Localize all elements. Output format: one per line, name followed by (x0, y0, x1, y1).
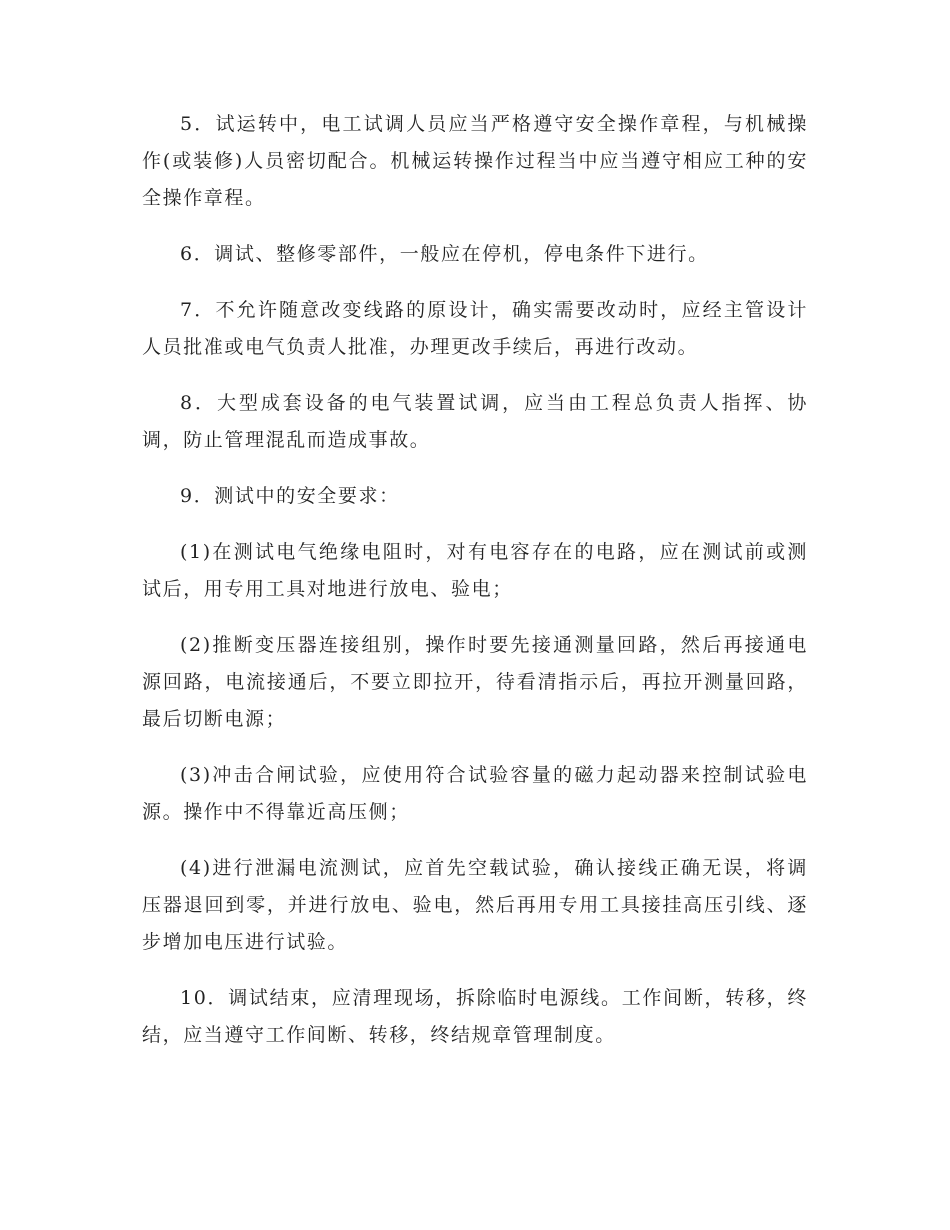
paragraph-item-6: 6．调试、整修零部件，一般应在停机，停电条件下进行。 (180, 243, 709, 265)
document-body (142, 106, 808, 1073)
paragraph-item-7: 7．不允许随意改变线路的原设计，确实需要改动时，应经主管设计人员批准或电气负责人批准，办理更改手续后，再进行改动。 (142, 299, 808, 358)
paragraph-item-9: 9．测试中的安全要求： (180, 485, 400, 507)
paragraph-subitem-3: (3)冲击合闸试验，应使用符合试验容量的磁力起动器来控制试验电源。操作中不得靠近高压侧； (142, 764, 808, 823)
paragraph-subitem-4: (4)进行泄漏电流测试，应首先空载试验，确认接线正确无误，将调压器退回到零，并进行放电、验电，然后再用专用工具接挂高压引线、逐步增加电压进行试验。 (142, 857, 808, 953)
paragraph-item-10: 10．调试结束，应清理现场，拆除临时电源线。工作间断，转移，终结，应当遵守工作间断、转移，终结规章管理制度。 (142, 987, 808, 1046)
paragraph-item-5: 5．试运转中，电工试调人员应当严格遵守安全操作章程，与机械操作(或装修)人员密切配合。机械运转操作过程当中应当遵守相应工种的安全操作章程。 (142, 113, 808, 209)
paragraph-subitem-2: (2)推断变压器连接组别，操作时要先接通测量回路，然后再接通电源回路，电流接通后，不要立即拉开，待看清指示后，再拉开测量回路，最后切断电源； (142, 634, 808, 730)
paragraph-subitem-1: (1)在测试电气绝缘电阻时，对有电容存在的电路，应在测试前或测试后，用专用工具对地进行放电、验电； (142, 541, 808, 600)
paragraph-item-8: 8．大型成套设备的电气装置试调，应当由工程总负责人指挥、协调，防止管理混乱而造成事故。 (142, 392, 808, 451)
